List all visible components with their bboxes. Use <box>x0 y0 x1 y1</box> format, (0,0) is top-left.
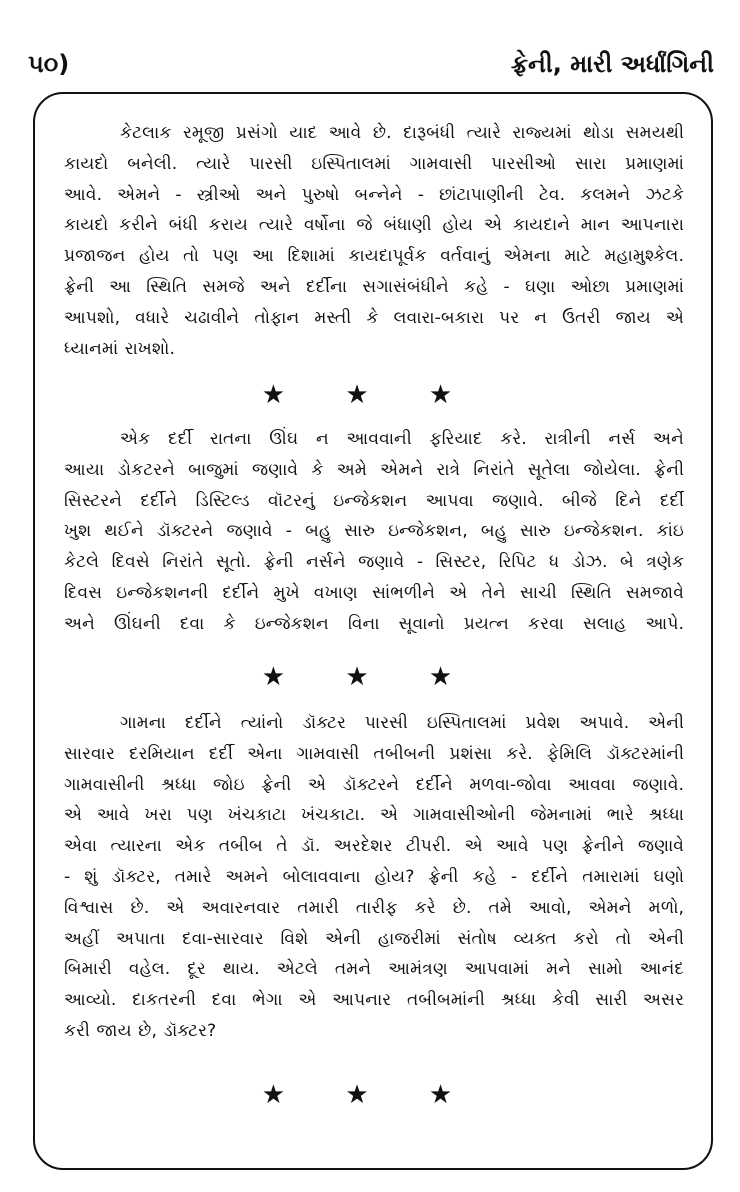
text-line: પ્રજાજન હોય તો પણ આ દિશામાં કાયદાપૂર્વક વર્તવાનું એમના માટે મહામુશ્કેલ. <box>64 246 684 267</box>
text-line: સિસ્ટરને દર્દીને ડિસ્ટિલ્ડ વૉટરનું ઇન્જેકશન આપવા જણાવે. બીજે દિને દર્દી <box>64 490 684 511</box>
text-line: એ આવે ખરા પણ ખંચકાટા ખંચકાટા. એ ગામવાસીઓની જેમનામાં ભારે શ્રધ્ધા <box>64 805 684 826</box>
text-line: સારવાર દરમિયાન દર્દી એના ગામવાસી તબીબની પ્રશંસા કરે. ફેમિલિ ડૉક્ટરમાંની <box>64 743 684 764</box>
text-line: કાયદો કરીને બંધી કરાય ત્યારે વર્ષોના જે બંધાણી હોય એ કાયદાને માન આપનારા <box>64 215 684 236</box>
paragraph-injection-anecdote <box>64 424 684 640</box>
text-line: કેટલાક રમૂજી પ્રસંગો યાદ આવે છે. દારૂબંધી ત્યારે રાજ્યમાં થોડા સમયથી <box>120 123 684 143</box>
section-separator-stars: ★ ★ ★ <box>261 662 479 692</box>
text-line: - શું ડૉક્ટર, તમારે અમને બોલાવવાના હોય? ફ્રેની કહે - દર્દીને તમારામાં ઘણો <box>64 866 684 887</box>
page-header <box>28 44 714 84</box>
text-line: આયા ડોકટરને બાજુમાં જણાવે કે અમે એમને રાત્રે નિરાંતે સૂતેલા જોયેલા. ફ્રેની <box>64 459 684 480</box>
page-number: ૫૦) <box>28 50 70 78</box>
text-line: દિવસ ઇન્જેકશનની દર્દીને મુખે વખાણ સાંભળીને એ તેને સાચી સ્થિતિ સમજાવે <box>64 582 684 603</box>
paragraph-prohibition-anecdote <box>64 118 684 364</box>
text-line: અહીં અપાતા દવા-સારવાર વિશે એની હાજરીમાં સંતોષ વ્યક્ત કરો તો એની <box>64 928 684 949</box>
running-title: ફ્રેની, મારી અર્ધાંગિની <box>510 50 714 78</box>
text-line: ખુશ થઈને ડૉક્ટરને જણાવે - બહુ સારુ ઇન્જેકશન, બહુ સારુ ઇન્જેકશન. કાંઇ <box>64 521 684 542</box>
text-line: કાયદો બનેલી. ત્યારે પારસી ઇસ્પિતાલમાં ગામવાસી પારસીઓ સારા પ્રમાણમાં <box>64 153 684 174</box>
text-line: ફ્રેની આ સ્થિતિ સમજે અને દર્દીના સગાસંબંધીને કહે - ઘણા ઓછા પ્રમાણમાં <box>64 276 684 297</box>
text-line: અને ઊંઘની દવા કે ઇન્જેકશન વિના સૂવાનો પ્રયત્ન કરવા સલાહ આપે. <box>64 613 684 634</box>
section-separator-stars: ★ ★ ★ <box>261 1080 479 1110</box>
text-line: ગામવાસીની શ્રધ્ધા જોઇ ફ્રેની એ ડૉક્ટરને દર્દીને મળવા-જોવા આવવા જણાવે. <box>64 774 684 795</box>
text-line: ધ્યાનમાં રાખશો. <box>64 338 175 359</box>
text-line: એક દર્દી રાતના ઊંઘ ન આવવાની ફરિયાદ કરે. રાત્રીની નર્સ અને <box>120 429 684 449</box>
text-line: એવા ત્યારના એક તબીબ તે ડૉ. અરદેશર ટીપરી. એ આવે પણ ફ્રેનીને જણાવે <box>64 836 684 857</box>
text-line: ગામના દર્દીને ત્યાંનો ડૉક્ટર પારસી ઇસ્પિતાલમાં પ્રવેશ અપાવે. એની <box>120 713 684 733</box>
paragraph-village-doctor-anecdote <box>64 708 684 1047</box>
text-line: વિશ્વાસ છે. એ અવારનવાર તમારી તારીફ કરે છે. તમે આવો, એમને મળો, <box>64 897 684 918</box>
text-line: આવ્યો. દાકતરની દવા ભેગા એ આપનાર તબીબમાંની શ્રધ્ધા કેવી સારી અસર <box>64 990 684 1011</box>
text-line: આવે. એમને - સ્ત્રીઓ અને પુરુષો બન્નેને - છાંટાપાણીની ટેવ. કલમને ઝટકે <box>64 184 684 205</box>
text-line: આપશો, વધારે ચઢાવીને તોફાન મસ્તી કે લવારા-બકારા પર ન ઉતરી જાય એ <box>64 307 684 328</box>
section-separator-stars: ★ ★ ★ <box>261 380 479 410</box>
text-line: બિમારી વહેલ. દૂર થાય. એટલે તમને આમંત્રણ આપવામાં મને સામો આનંદ <box>64 959 684 980</box>
text-line: કરી જાય છે, ડૉક્ટર? <box>64 1020 217 1041</box>
text-line: કેટલે દિવસે નિરાંતે સૂતો. ફ્રેની નર્સને જણાવે - સિસ્ટર, રિપિટ ધ ડોઝ. બે ત્રણેક <box>64 552 684 573</box>
